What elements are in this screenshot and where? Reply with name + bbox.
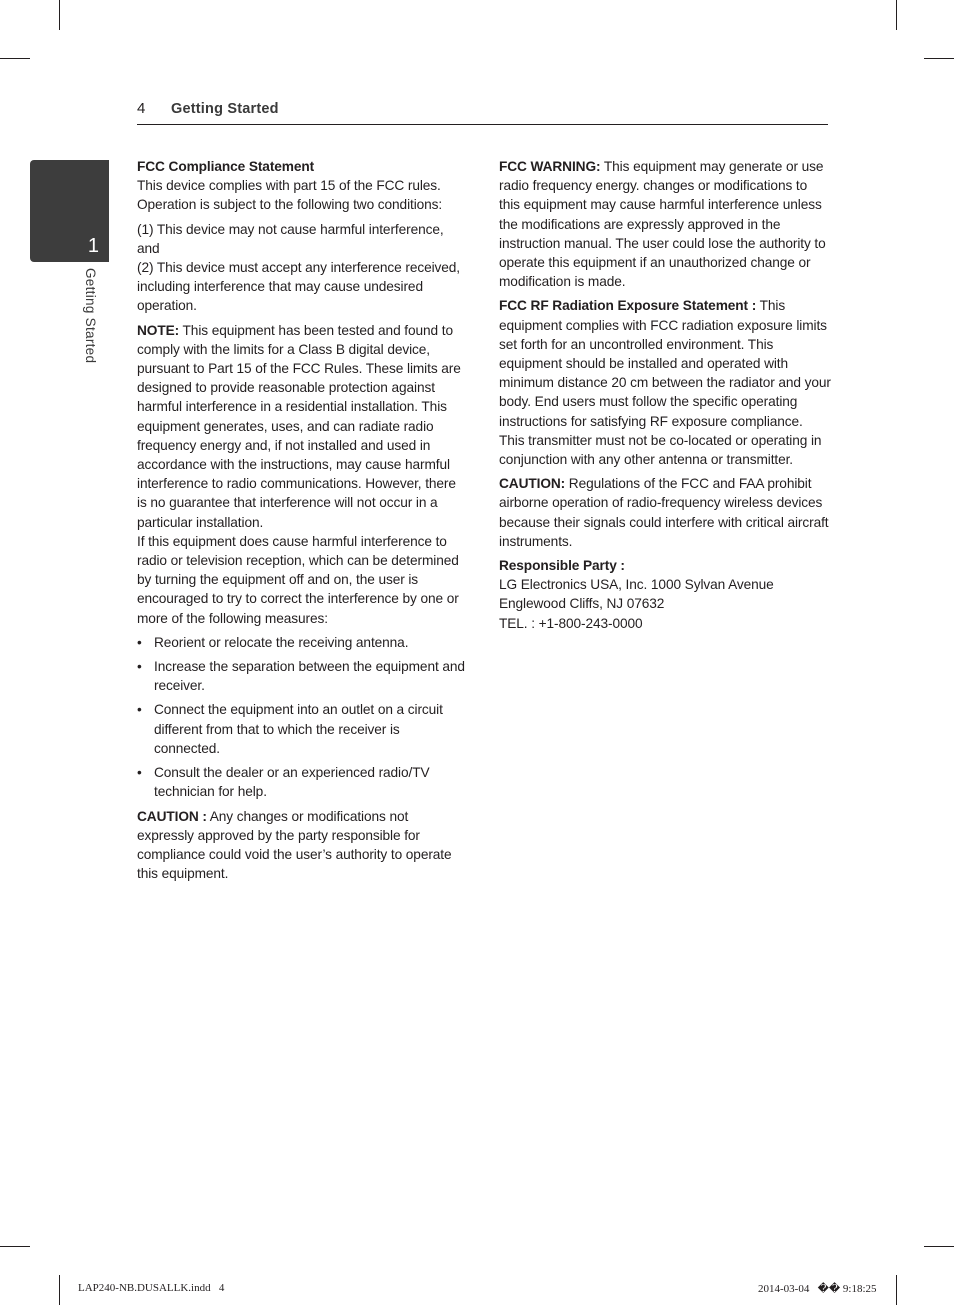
note-paragraph-2: If this equipment does cause harmful interference to radio or television reception, which can be determined by turning the equipment off and on, the user is encouraged to try to correct the interference by one or more of the following measures: [137,533,459,626]
crop-mark [59,1275,60,1305]
caution-text: Any changes or modifications not expressly approved by the party responsible for compliance could void the user’s authority to operate this equipment. [137,808,452,882]
left-column [137,157,468,888]
crop-mark [924,1246,954,1247]
crop-mark [896,1275,897,1305]
list-item: • Reorient or relocate the receiving antenna. [137,633,468,652]
list-item: • Connect the equipment into an outlet on a circuit different from that to which the receiver is connected. [137,702,443,756]
rf-exposure-paragraph [499,296,831,469]
condition-2: (2) This device must accept any interference received, including interference that may cause undesired operation. [137,260,460,314]
caution-faa-text: Regulations of the FCC and FAA prohibit airborne operation of radio-frequency wireless devices because their signals could interfere with critical aircraft instruments. [499,476,829,549]
crop-mark [0,58,30,59]
page-number: 4 [137,100,146,117]
chapter-tab [30,160,109,262]
bullet: • [137,765,142,781]
fcc-warning-paragraph [499,157,831,291]
chapter-number: 1 [87,235,99,257]
caution-paragraph [137,807,468,884]
fcc-warning-label: FCC WARNING: [499,159,601,174]
crop-mark [896,0,897,30]
chapter-label: Getting Started [83,268,98,364]
fcc-intro: This device complies with part 15 of the FCC rules. Operation is subject to the following two conditions: [137,178,443,213]
crop-mark [924,58,954,59]
fcc-compliance-title: FCC Compliance Statement [137,159,315,174]
right-column [499,157,831,633]
crop-mark [59,0,60,30]
section-title: Getting Started [171,101,279,117]
fcc-warning-text: This equipment may generate or use radio frequency energy. changes or modifications to this equipment may cause harmful interference unless the modifications are expressly approved in the instruction manual. The user could lose the authority to operate this equipment if an unauthorized change or modification is made. [499,159,826,290]
condition-1: (1) This device may not cause harmful interference, and [137,221,444,256]
note-text: This equipment has been tested and found to comply with the limits for a Class B digital device, pursuant to Part 15 of the FCC Rules. These limits are designed to provide reasonable protection against harmful interference in a residential installation. This equipment generates, uses, and can radiate radio frequency energy and, if not installed and used in accordance with the instructions, may cause harmful interference to radio communications. However, there is no guarantee that interference will not occur in a particular installation. [137,322,461,530]
rf-exposure-text: This equipment complies with FCC radiation exposure limits set forth for an uncontrolled environment. This equipment should be installed and operated with minimum distance 20 cm between the radiator and your body. End users must follow the specific operating instructions for satisfying RF exposure compliance. This transmitter must not be co-located or operating in conjunction with any other antenna or transmitter. [499,298,831,468]
bullet: • [137,702,142,718]
caution-faa-paragraph [499,474,831,551]
caution-label: CAUTION : [137,808,207,824]
footer-timestamp: 2014-03-04 �� 9:18:25 [758,1283,877,1295]
caution-faa-label: CAUTION: [499,476,566,492]
bullet: • [137,659,142,675]
party-phone: TEL. : +1-800-243-0000 [499,615,643,631]
measures-list [137,633,468,802]
page-header [137,100,828,125]
party-address-line: LG Electronics USA, Inc. 1000 Sylvan Avenue [499,577,774,593]
responsible-party-label: Responsible Party : [499,558,625,574]
footer-file-info: LAP240-NB.DUSALLK.indd 4 [78,1282,225,1294]
note-label: NOTE: [137,322,180,338]
note-paragraph [137,321,468,532]
bullet: • [137,634,142,650]
party-address-line: Englewood Cliffs, NJ 07632 [499,596,665,612]
crop-mark [0,1246,30,1247]
list-item: • Consult the dealer or an experienced radio/TV technician for help. [137,765,430,800]
rf-exposure-label: FCC RF Radiation Exposure Statement : [499,298,757,314]
list-item: • Increase the separation between the equipment and receiver. [137,659,465,694]
